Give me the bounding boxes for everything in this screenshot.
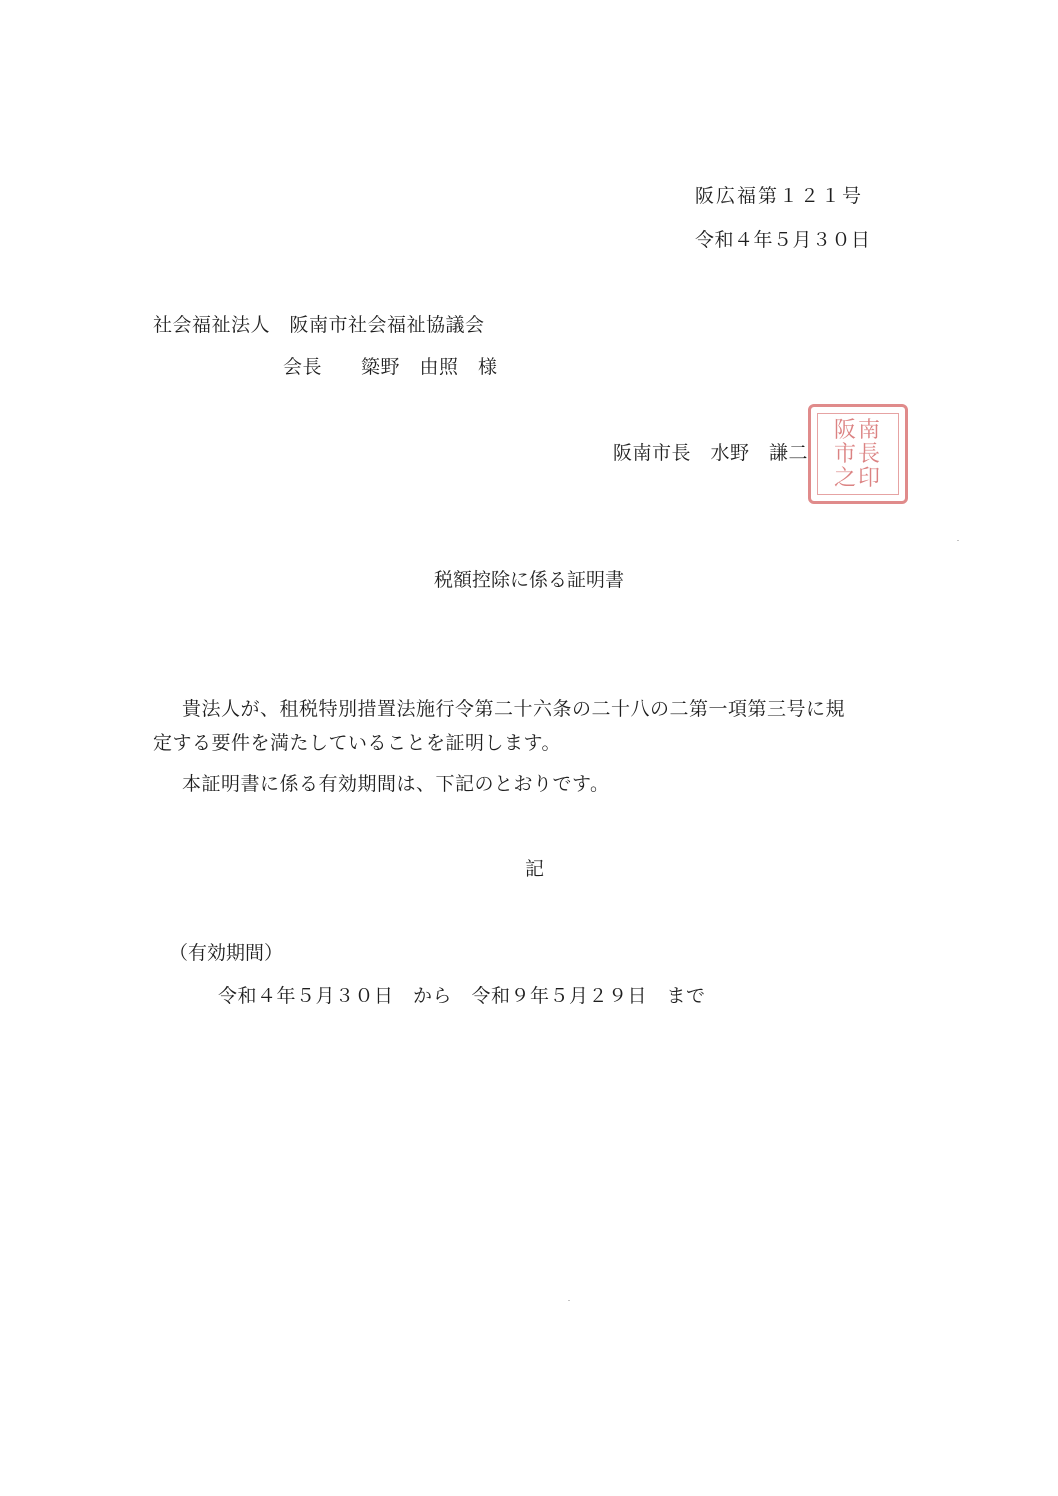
scan-speck [568,1300,570,1301]
issue-date: 令和４年５月３０日 [695,229,871,251]
validity-range: 令和４年５月３０日 から 令和９年５月２９日 まで [218,985,706,1007]
sender-name: 阪南市長 水野 謙二 [613,442,809,464]
notes-heading: 記 [525,858,545,880]
recipient-organization: 社会福祉法人 阪南市社会福祉協議会 [153,314,485,336]
recipient-name: 会長 簗野 由照 様 [283,356,498,378]
body-paragraph-1-line-1: 貴法人が、租税特別措置法施行令第二十六条の二十八の二第一項第三号に規 [182,698,846,720]
validity-label: （有効期間） [169,942,284,964]
document-title: 税額控除に係る証明書 [433,569,624,591]
document-number: 阪広福第１２１号 [695,185,864,207]
body-paragraph-1-line-2: 定する要件を満たしていることを証明します。 [153,732,561,754]
body-paragraph-2: 本証明書に係る有効期間は、下記のとおりです。 [182,773,610,795]
scan-speck [957,540,959,541]
seal-lettering: 阪南 市長 之印 [833,418,882,491]
official-seal-stamp [808,404,908,504]
